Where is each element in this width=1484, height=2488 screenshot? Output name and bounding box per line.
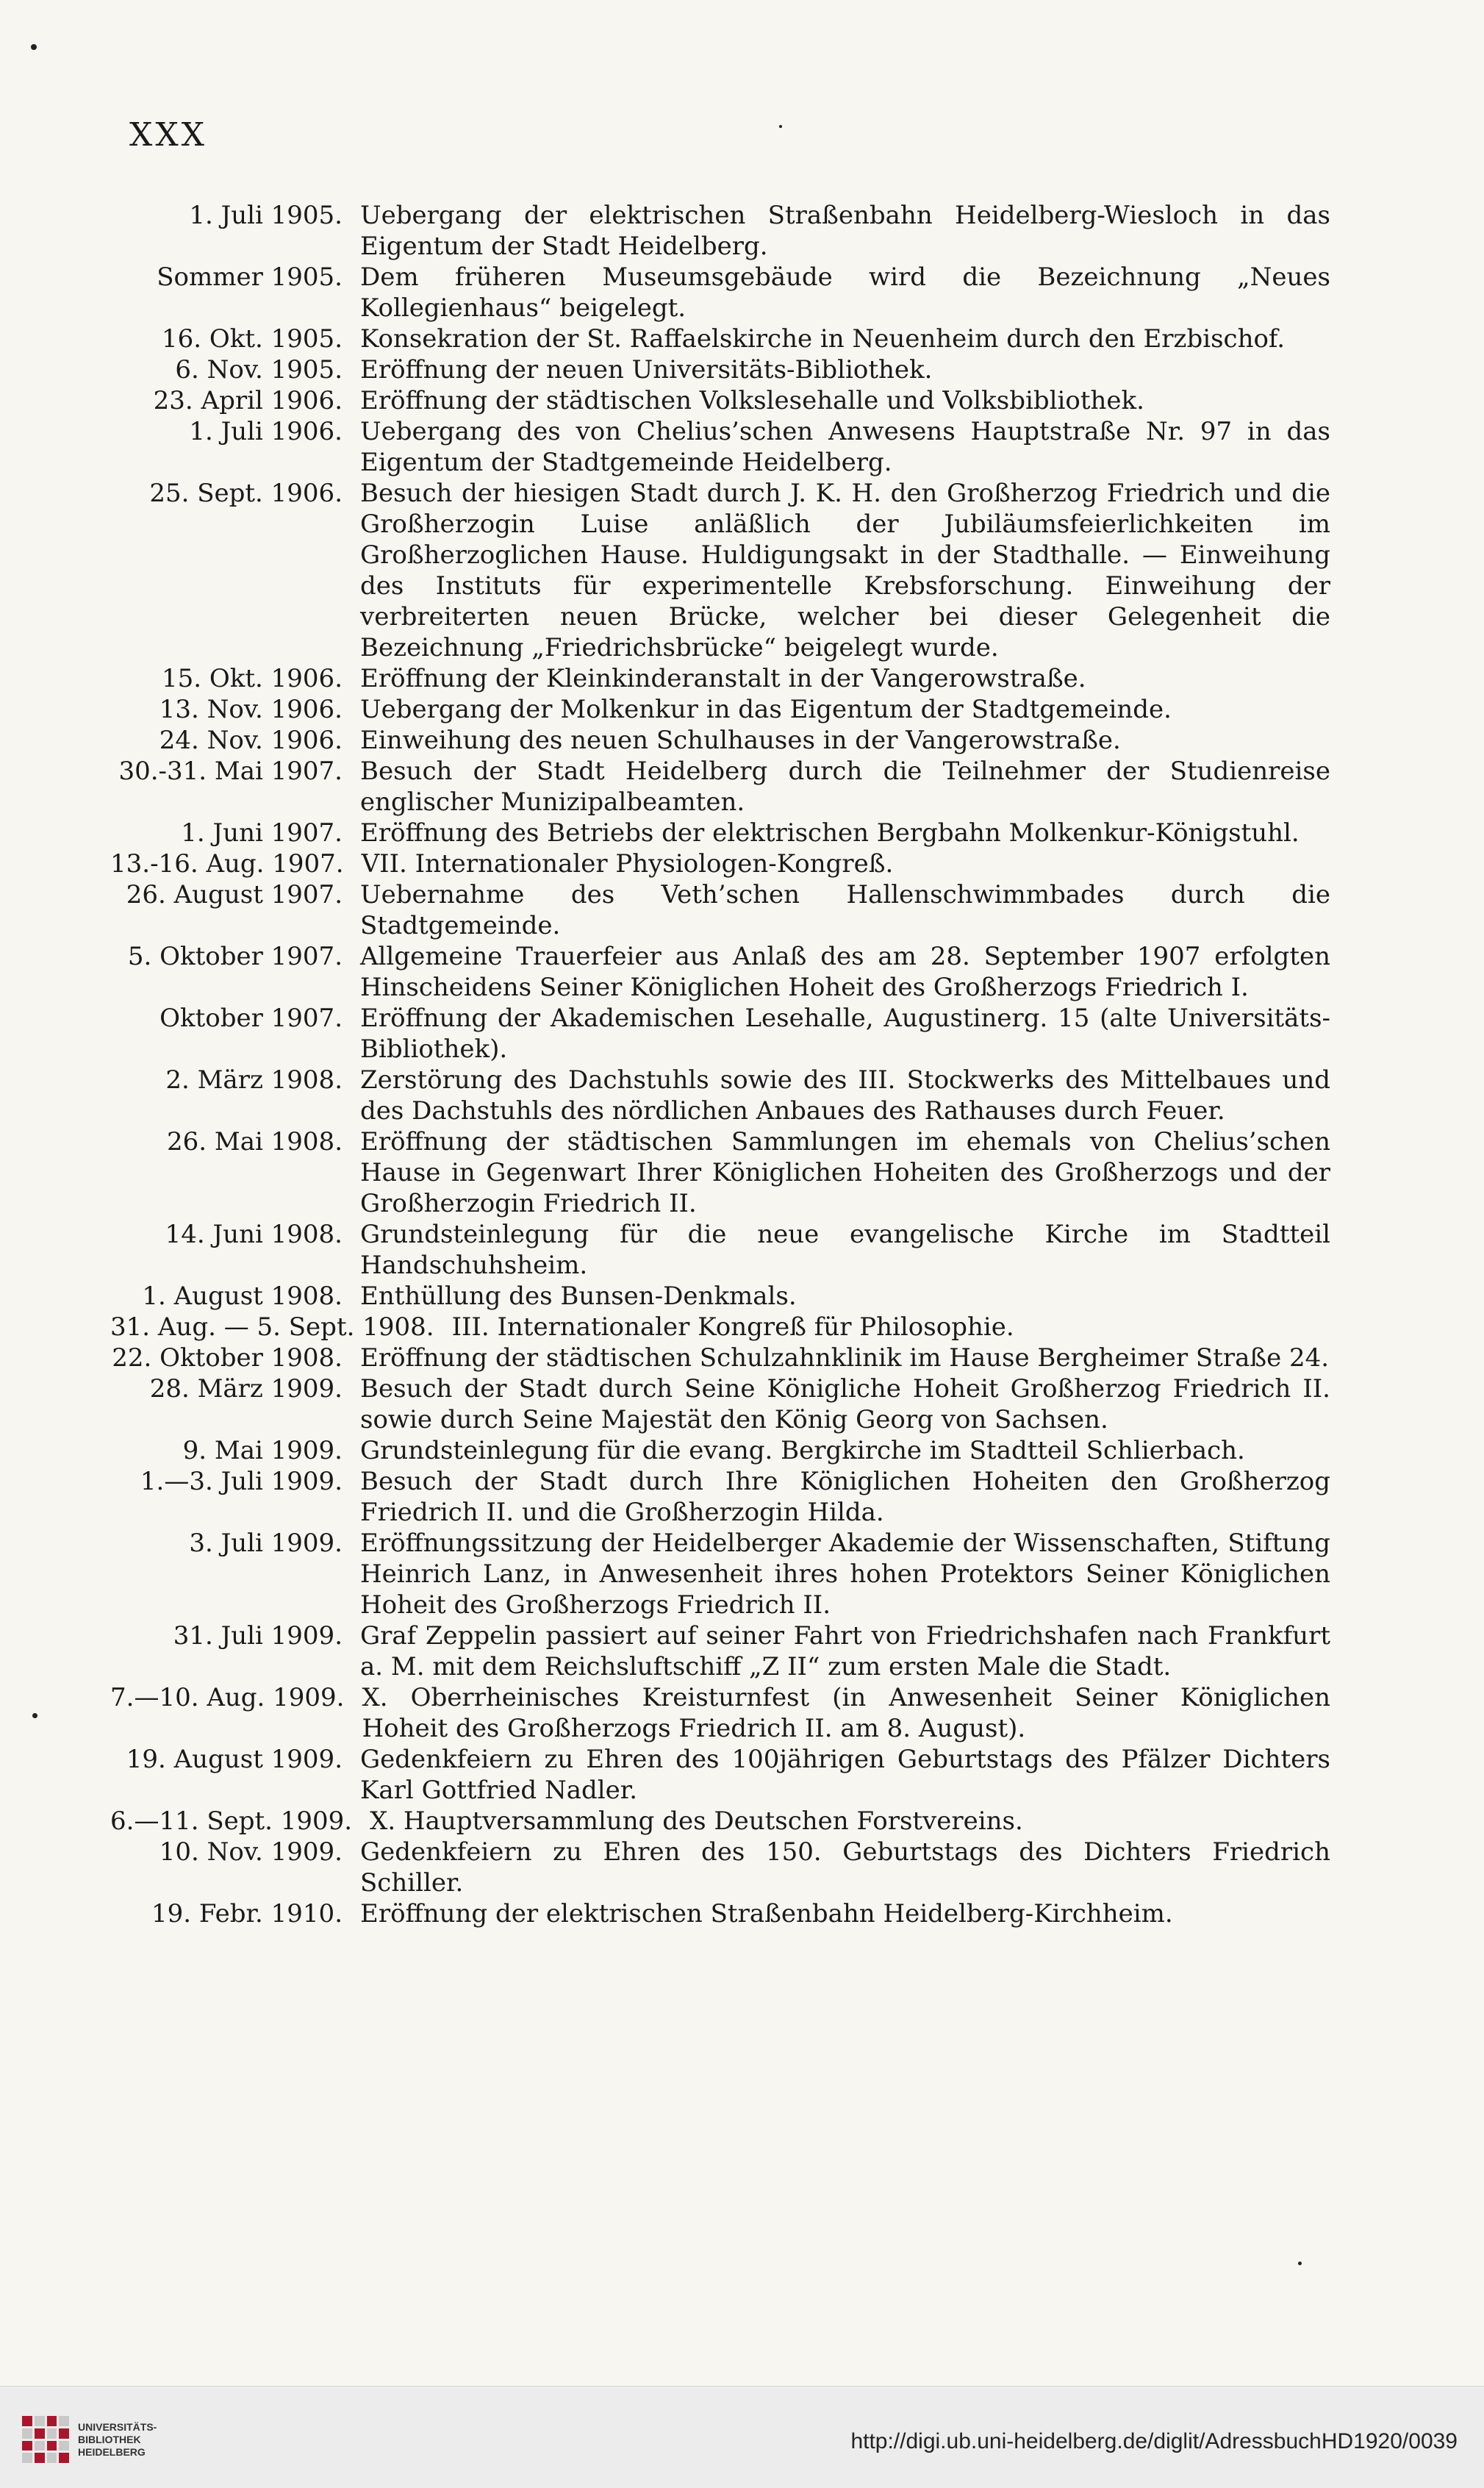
chronology-entry xyxy=(110,756,1330,818)
entry-date: 31. Juli 1909. xyxy=(173,1621,343,1651)
chronology-entry xyxy=(110,818,1330,848)
entry-date: 1. Juni 1907. xyxy=(181,818,343,848)
entry-date: 24. Nov. 1906. xyxy=(159,726,343,755)
chronology-entry xyxy=(110,1837,1330,1898)
chronology-entry xyxy=(110,694,1330,725)
chronology-entry xyxy=(110,1281,1330,1312)
entry-date: 28. März 1909. xyxy=(149,1374,343,1404)
entry-text: VII. Internationaler Physiologen-Kongreß. xyxy=(361,849,894,879)
chronology-entry xyxy=(110,354,1330,385)
entry-text: X. Hauptversammlung des Deutschen Forstvereins. xyxy=(370,1806,1023,1836)
entry-date: 22. Oktober 1908. xyxy=(112,1343,343,1373)
logo-text: UNIVERSITÄTS- BIBLIOTHEK HEIDELBERG xyxy=(78,2420,157,2458)
entry-date: 1.—3. Juli 1909. xyxy=(140,1467,343,1496)
entry-text: Grundsteinlegung für die evang. Bergkirche im Stadtteil Schlierbach. xyxy=(360,1436,1245,1465)
entry-text: Besuch der Stadt Heidelberg durch die Teilnehmer der Studienreise englischer Munizipalbeamten. xyxy=(360,757,1330,817)
entry-text: Eröffnung der städtischen Schulzahnklinik im Hause Bergheimer Straße 24. xyxy=(360,1343,1330,1373)
entry-date: 1. Juli 1906. xyxy=(189,417,343,446)
entry-date: 14. Juni 1908. xyxy=(165,1220,343,1249)
entry-date: 26. August 1907. xyxy=(126,880,343,909)
entry-date: 13. Nov. 1906. xyxy=(159,695,343,724)
library-logo xyxy=(22,2416,157,2463)
entry-date: 19. Febr. 1910. xyxy=(151,1899,343,1928)
entry-text: Eröffnung der städtischen Sammlungen im ehemals von Chelius’schen Hause in Gegenwart Ihrer Königlichen Hoheiten des Großherzogs und der Großherzogin Friedrich II. xyxy=(360,1127,1330,1218)
entry-text: Einweihung des neuen Schulhauses in der Vangerowstraße. xyxy=(360,726,1121,755)
entry-text: Uebernahme des Veth’schen Hallenschwimmbades durch die Stadtgemeinde. xyxy=(360,880,1330,940)
entry-date: 19. August 1909. xyxy=(126,1745,343,1774)
entry-date: 3. Juli 1909. xyxy=(189,1529,343,1558)
entry-text: Eröffnung der neuen Universitäts-Bibliothek. xyxy=(360,355,933,385)
chronology-entry xyxy=(110,416,1330,478)
entry-text: Gedenkfeiern zu Ehren des 100jährigen Geburtstags des Pfälzer Dichters Karl Gottfried Nadler. xyxy=(360,1745,1330,1805)
chronology-entry xyxy=(110,1003,1330,1065)
entry-text: Uebergang der elektrischen Straßenbahn Heidelberg-Wiesloch in das Eigentum der Stadt Heidelberg. xyxy=(360,201,1330,261)
chronology-entry xyxy=(110,1219,1330,1281)
entry-date: 2. März 1908. xyxy=(165,1065,343,1095)
chronology-entry xyxy=(110,1898,1330,1929)
entry-text: Graf Zeppelin passiert auf seiner Fahrt von Friedrichshafen nach Frankfurt a. M. mit dem Reichsluftschiff „Z II“ zum ersten Male die Stadt. xyxy=(360,1621,1330,1681)
chronology-entry xyxy=(110,1312,1330,1343)
chronology-entry xyxy=(110,1806,1330,1837)
entry-text: Eröffnung der elektrischen Straßenbahn Heidelberg-Kirchheim. xyxy=(360,1899,1173,1928)
chronology-entry xyxy=(110,941,1330,1003)
chronology-entry xyxy=(110,1373,1330,1435)
chronology-entry xyxy=(110,1466,1330,1528)
entry-text: Zerstörung des Dachstuhls sowie des III. Stockwerks des Mittelbaues und des Dachstuhls des nördlichen Anbaues des Rathauses durch Feuer. xyxy=(360,1065,1330,1126)
entry-date: 13.-16. Aug. 1907. xyxy=(110,849,344,879)
entry-date: 30.-31. Mai 1907. xyxy=(118,757,343,786)
entry-date: 9. Mai 1909. xyxy=(182,1436,343,1465)
entry-text: Besuch der Stadt durch Seine Königliche Hoheit Großherzog Friedrich II. sowie durch Seine Majestät den König Georg von Sachsen. xyxy=(360,1374,1330,1434)
entry-date: 1. Juli 1905. xyxy=(189,201,343,230)
entry-text: Eröffnung der Kleinkinderanstalt in der Vangerowstraße. xyxy=(360,664,1086,693)
entry-text: Grundsteinlegung für die neue evangelische Kirche im Stadtteil Handschuhsheim. xyxy=(360,1220,1330,1280)
entry-text: Uebergang des von Chelius’schen Anwesens Hauptstraße Nr. 97 in das Eigentum der Stadtgemeinde Heidelberg. xyxy=(360,417,1330,477)
chronology-entry xyxy=(110,200,1330,262)
chronology-entry xyxy=(110,879,1330,941)
entry-text: Allgemeine Trauerfeier aus Anlaß des am 28. September 1907 erfolgten Hinscheidens Seiner Königlichen Hoheit des Großherzogs Friedrich I. xyxy=(360,942,1330,1002)
chronology-entry xyxy=(110,1682,1330,1744)
entry-date: Oktober 1907. xyxy=(159,1004,343,1033)
source-url-link[interactable]: http://digi.ub.uni-heidelberg.de/diglit/AdressbuchHD1920/0039 xyxy=(850,2429,1458,2453)
entry-date: 23. April 1906. xyxy=(153,386,343,415)
chronology-entry xyxy=(110,1744,1330,1806)
entry-text: X. Oberrheinisches Kreisturnfest (in Anwesenheit Seiner Königlichen Hoheit des Großherzogs Friedrich II. am 8. August). xyxy=(362,1683,1330,1743)
entry-text: Besuch der Stadt durch Ihre Königlichen Hoheiten den Großherzog Friedrich II. und die Großherzogin Hilda. xyxy=(360,1467,1330,1527)
entry-text: III. Internationaler Kongreß für Philosophie. xyxy=(451,1312,1014,1342)
entry-date: 1. August 1908. xyxy=(142,1281,343,1311)
chronology-entry xyxy=(110,1343,1330,1373)
chronology-entry xyxy=(110,478,1330,663)
entry-date: 10. Nov. 1909. xyxy=(159,1837,343,1867)
chronology-entry xyxy=(110,1528,1330,1620)
entry-text: Uebergang der Molkenkur in das Eigentum der Stadtgemeinde. xyxy=(360,695,1172,724)
entry-text: Eröffnung der Akademischen Lesehalle, Augustinerg. 15 (alte Universitäts-Bibliothek). xyxy=(360,1004,1330,1064)
entry-date: 31. Aug. — 5. Sept. 1908. xyxy=(110,1312,434,1342)
entry-date: 6.—11. Sept. 1909. xyxy=(110,1806,353,1836)
chronology-entry xyxy=(110,385,1330,416)
entry-text: Besuch der hiesigen Stadt durch J. K. H. den Großherzog Friedrich und die Großherzogin Luise anläßlich der Jubiläumsfeierlichkeiten im Großherzoglichen Hause. Huldigungsakt in der Stadthalle. — Einweihung des Instituts für experimentelle Krebsforschung. Einweihung der verbreiterten neuen Brücke, welcher bei dieser Gelegenheit die Bezeichnung „Friedrichsbrücke“ beigelegt wurde. xyxy=(360,479,1330,662)
chronology-entry xyxy=(110,663,1330,694)
entry-text: Eröffnung des Betriebs der elektrischen Bergbahn Molkenkur-Königstuhl. xyxy=(360,818,1300,848)
entry-date: 6. Nov. 1905. xyxy=(175,355,343,385)
entry-date: 25. Sept. 1906. xyxy=(149,479,343,508)
entry-text: Gedenkfeiern zu Ehren des 150. Geburtstags des Dichters Friedrich Schiller. xyxy=(360,1837,1330,1898)
entry-date: 26. Mai 1908. xyxy=(167,1127,343,1157)
entry-date: 5. Oktober 1907. xyxy=(127,942,343,971)
logo-mark-icon xyxy=(22,2416,69,2463)
entry-text: Dem früheren Museumsgebäude wird die Bezeichnung „Neues Kollegienhaus“ beigelegt. xyxy=(360,262,1330,323)
entry-date: 15. Okt. 1906. xyxy=(162,664,343,693)
entry-text: Eröffnungssitzung der Heidelberger Akademie der Wissenschaften, Stiftung Heinrich Lanz, in Anwesenheit ihres hohen Protektors Seiner Königlichen Hoheit des Großherzogs Friedrich II. xyxy=(360,1529,1330,1620)
entry-date: Sommer 1905. xyxy=(157,262,343,292)
entry-date: 7.—10. Aug. 1909. xyxy=(110,1683,345,1712)
chronology-entry xyxy=(110,323,1330,354)
page-number: XXX xyxy=(129,116,207,154)
chronology-entry xyxy=(110,1435,1330,1466)
chronology-entry xyxy=(110,1126,1330,1219)
chronology-list xyxy=(110,200,1330,1929)
chronology-entry xyxy=(110,1620,1330,1682)
chronology-entry xyxy=(110,1065,1330,1126)
entry-text: Enthüllung des Bunsen-Denkmals. xyxy=(360,1281,797,1311)
entry-date: 16. Okt. 1905. xyxy=(162,324,343,354)
footer-bar xyxy=(0,2386,1484,2488)
chronology-entry xyxy=(110,725,1330,756)
chronology-entry xyxy=(110,262,1330,323)
chronology-entry xyxy=(110,848,1330,879)
entry-text: Konsekration der St. Raffaelskirche in Neuenheim durch den Erzbischof. xyxy=(360,324,1286,354)
entry-text: Eröffnung der städtischen Volkslesehalle und Volksbibliothek. xyxy=(360,386,1144,415)
